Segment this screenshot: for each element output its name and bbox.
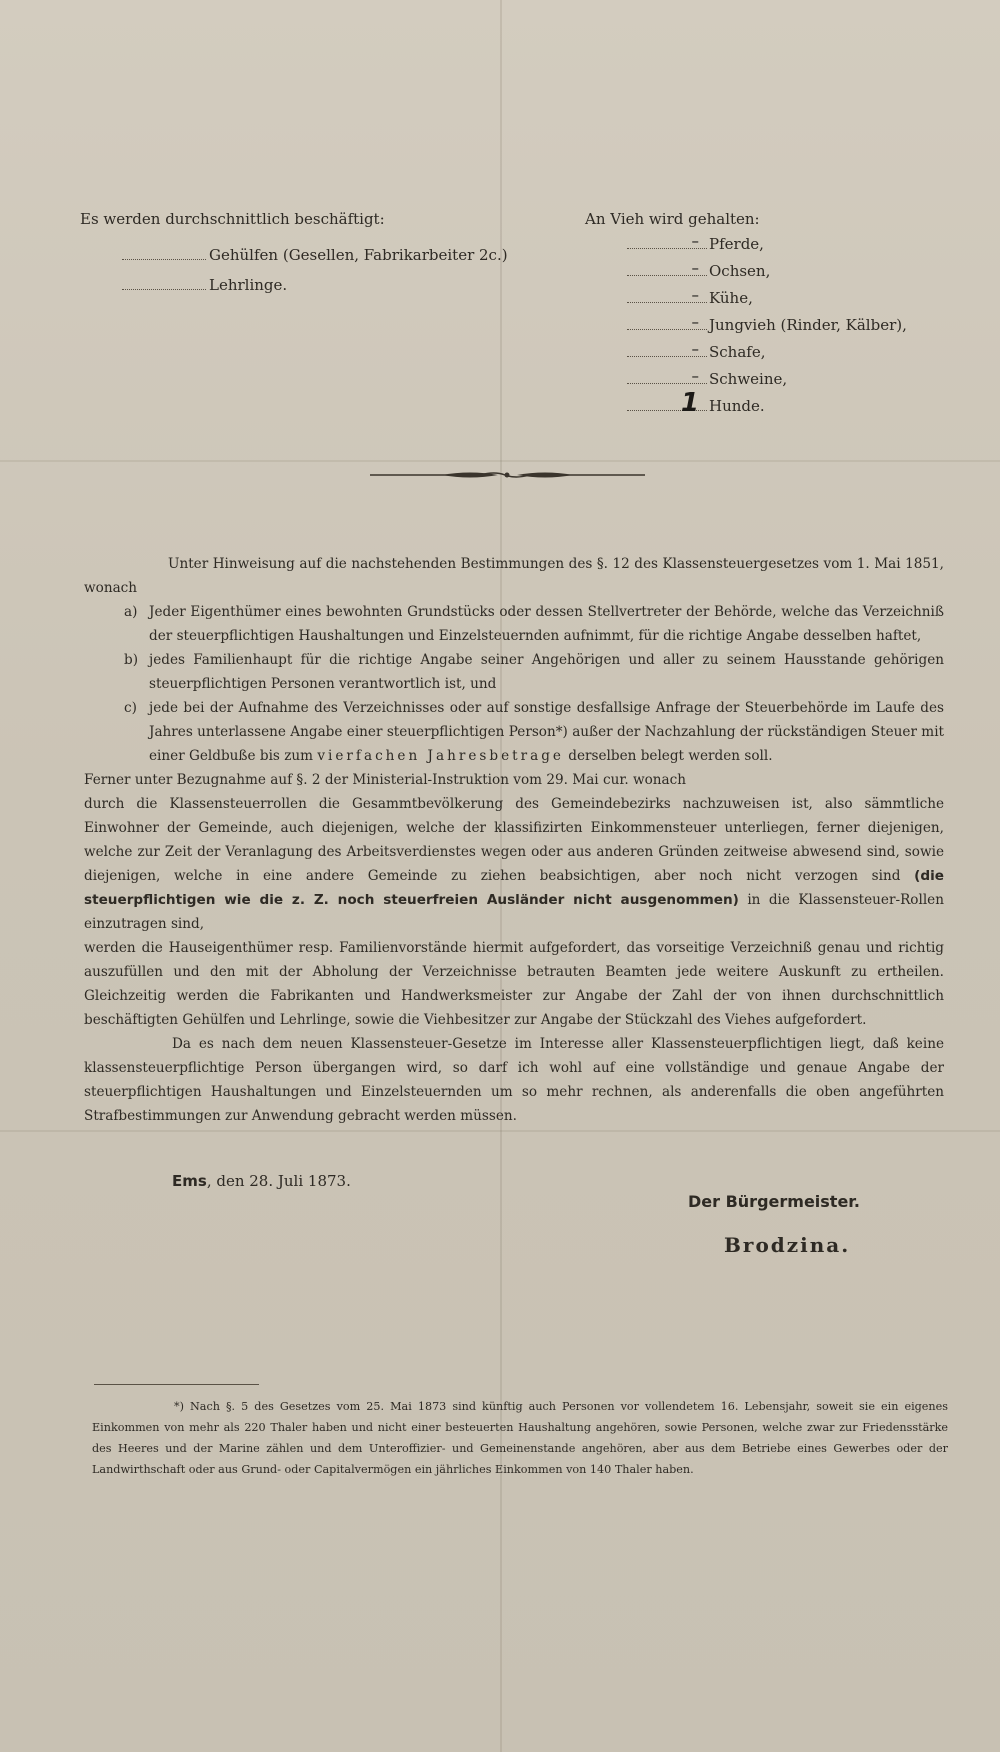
livestock-row-jungvieh: [627, 315, 965, 342]
livestock-row-schweine: [627, 369, 965, 396]
handwritten-entry: –: [691, 259, 699, 277]
livestock-row-hunde: [627, 388, 965, 423]
item-text: jede bei der Aufnahme des Verzeichnisses oder auf sonstige desfallsige Anfrage der Steuerbehörde im Laufe des Jahres unterlassene Angabe einer steuerpflichtigen Person*) außer der Nachzahlung der rückständigen Steuer mit einer Geldbuße bis zum: [149, 700, 944, 764]
notice-item-b: [124, 648, 944, 696]
livestock-section: [585, 210, 965, 423]
paper-fold-horizontal-lower: [0, 1130, 1000, 1132]
paper-fold-horizontal: [0, 460, 1000, 462]
handwritten-entry: 1: [680, 388, 699, 418]
notice-item-c: [124, 696, 944, 768]
notice-item-a: [124, 600, 944, 648]
livestock-label: Ochsen,: [709, 262, 771, 280]
item-marker: b): [124, 652, 139, 668]
livestock-label: Schafe,: [709, 343, 766, 361]
staff-line-gehuelfen: [122, 246, 520, 264]
livestock-count-field[interactable]: [627, 234, 707, 249]
livestock-count-field[interactable]: [627, 261, 707, 276]
fill-in-dots[interactable]: [122, 289, 206, 290]
date-text: , den 28. Juli 1873.: [206, 1172, 351, 1190]
staff-heading: Es werden durchschnittlich beschäftigt:: [80, 210, 385, 228]
item-text-container: [149, 696, 944, 768]
livestock-row-pferde: [627, 234, 965, 261]
livestock-label: Hunde.: [709, 397, 765, 415]
notice-paragraph-2: Da es nach dem neuen Klassensteuer-Gesetze im Interesse aller Klassensteuerpflichtigen liegt, daß keine klassensteuerpflichtige Person übergangen wird, so darf ich wohl auf eine vollständige und genaue Angabe der steuerpflichtigen Haushaltungen und Einzelsteuernden um so mehr rechnen, als anderenfalls die oben angeführten Strafbestimmungen zur Anwendung gebracht werden müssen.: [84, 1036, 944, 1124]
notice-body: [84, 552, 944, 1128]
handwritten-entry: –: [691, 232, 699, 250]
livestock-count-field[interactable]: [627, 342, 707, 357]
notice-paragraph-1: werden die Hauseigenthümer resp. Familienvorstände hiermit aufgefordert, das vorseitige Verzeichniß genau und richtig auszufüllen und den mit der Abholung der Verzeichnisse betrauten Beamten jede weitere Auskunft zu ertheilen. Gleichzeitig werden die Fabrikanten und Handwerksmeister zur Angabe der Zahl der von ihnen durchschnittlich beschäftigten Gehülfen und Lehrlinge, sowie die Viehbesitzer zur Angabe der Stückzahl des Viehes aufgefordert.: [84, 940, 944, 1028]
ferner-bold-text: (die steuerpflichtigen wie die z. Z. noch steuerfreien Ausländer nicht ausgenommen): [84, 868, 944, 908]
livestock-label: Pferde,: [709, 235, 764, 253]
handwritten-entry: –: [691, 340, 699, 358]
ferner-text: durch die Klassensteuerrollen die Gesammtbevölkerung des Gemeindebezirks nachzuweisen ist, also sämmtliche Einwohner der Gemeinde, auch diejenigen, welche der klassifizirten Einkommensteuer unterliegen, ferner diejenigen, welche zur Zeit der Veranlagung des Arbeitsverdienstes wegen oder aus anderen Gründen zeitweise abwesend sind, sowie diejenigen, welche in eine andere Gemeinde zu ziehen beabsichtigen, aber noch nicht verzogen sind: [84, 796, 944, 884]
ferner-tail: in die Klassensteuer-Rollen einzutragen sind,: [84, 892, 944, 932]
livestock-count-field[interactable]: [627, 315, 707, 330]
livestock-row-ochsen: [627, 261, 965, 288]
livestock-heading: An Vieh wird gehalten:: [585, 210, 760, 228]
handwritten-entry: –: [691, 286, 699, 304]
staff-section: [80, 210, 520, 306]
livestock-count-field[interactable]: [627, 288, 707, 303]
handwritten-entry: –: [691, 367, 699, 385]
footnote-text: *) Nach §. 5 des Gesetzes vom 25. Mai 1873 sind künftig auch Personen vor vollendetem 16. Lebensjahr, soweit sie ein eigenes Einkommen von mehr als 220 Thaler haben und nicht einer besteuerten Haushaltung angehören, sowie Personen, welche zwar zur Friedensstärke des Heeres und der Marine zählen und dem Unteroffizier- und Gemeinenstande angehören, aber aus dem Betriebe eines Gewerbes oder der Landwirthschaft oder aus Grund- oder Capitalvermögen ein jährliches Einkommen von 140 Thaler haben.: [92, 1400, 948, 1476]
item-text: Jeder Eigenthümer eines bewohnten Grundstücks oder dessen Stellvertreter der Behörde, welche das Verzeichniß der steuerpflichtigen Haushaltungen und Einzelsteuernden aufnimmt, für die richtige Angabe desselben haftet,: [149, 604, 944, 644]
livestock-row-kuehe: [627, 288, 965, 315]
item-text: jedes Familienhaupt für die richtige Angabe seiner Angehörigen und aller zu seinem Hausstande gehörigen steuerpflichtigen Personen verantwortlich ist, und: [149, 652, 944, 692]
signer-title: Der Bürgermeister.: [688, 1192, 860, 1211]
livestock-row-schafe: [627, 342, 965, 369]
livestock-count-field[interactable]: [627, 388, 707, 418]
item-marker: a): [124, 604, 138, 620]
fill-in-dots[interactable]: [122, 259, 206, 260]
place-name: Ems: [172, 1172, 207, 1190]
item-emphasis: vierfachen Jahresbetrage: [317, 748, 564, 764]
staff-line-lehrlinge: [122, 276, 520, 294]
item-marker: c): [124, 700, 137, 716]
handwritten-entry: –: [691, 313, 699, 331]
signer-name: Brodzina.: [724, 1233, 851, 1257]
place-date: [172, 1172, 351, 1190]
footnote-rule: [94, 1384, 259, 1385]
ferner-text-block: [84, 792, 944, 936]
footnote: [92, 1396, 948, 1480]
ornament-divider: [370, 468, 645, 482]
livestock-label: Kühe,: [709, 289, 753, 307]
staff-label: Lehrlinge.: [209, 276, 288, 294]
notice-intro: Unter Hinweisung auf die nachstehenden Bestimmungen des §. 12 des Klassensteuergesetzes vom 1. Mai 1851, wonach: [84, 556, 944, 596]
staff-label: Gehülfen (Gesellen, Fabrikarbeiter 2c.): [209, 246, 508, 264]
livestock-count-field[interactable]: [627, 369, 707, 384]
livestock-label: Jungvieh (Rinder, Kälber),: [709, 316, 907, 334]
livestock-label: Schweine,: [709, 370, 788, 388]
item-text-tail: derselben belegt werden soll.: [568, 748, 773, 764]
ferner-intro: Ferner unter Bezugnahme auf §. 2 der Ministerial-Instruktion vom 29. Mai cur. wonach: [84, 772, 687, 788]
